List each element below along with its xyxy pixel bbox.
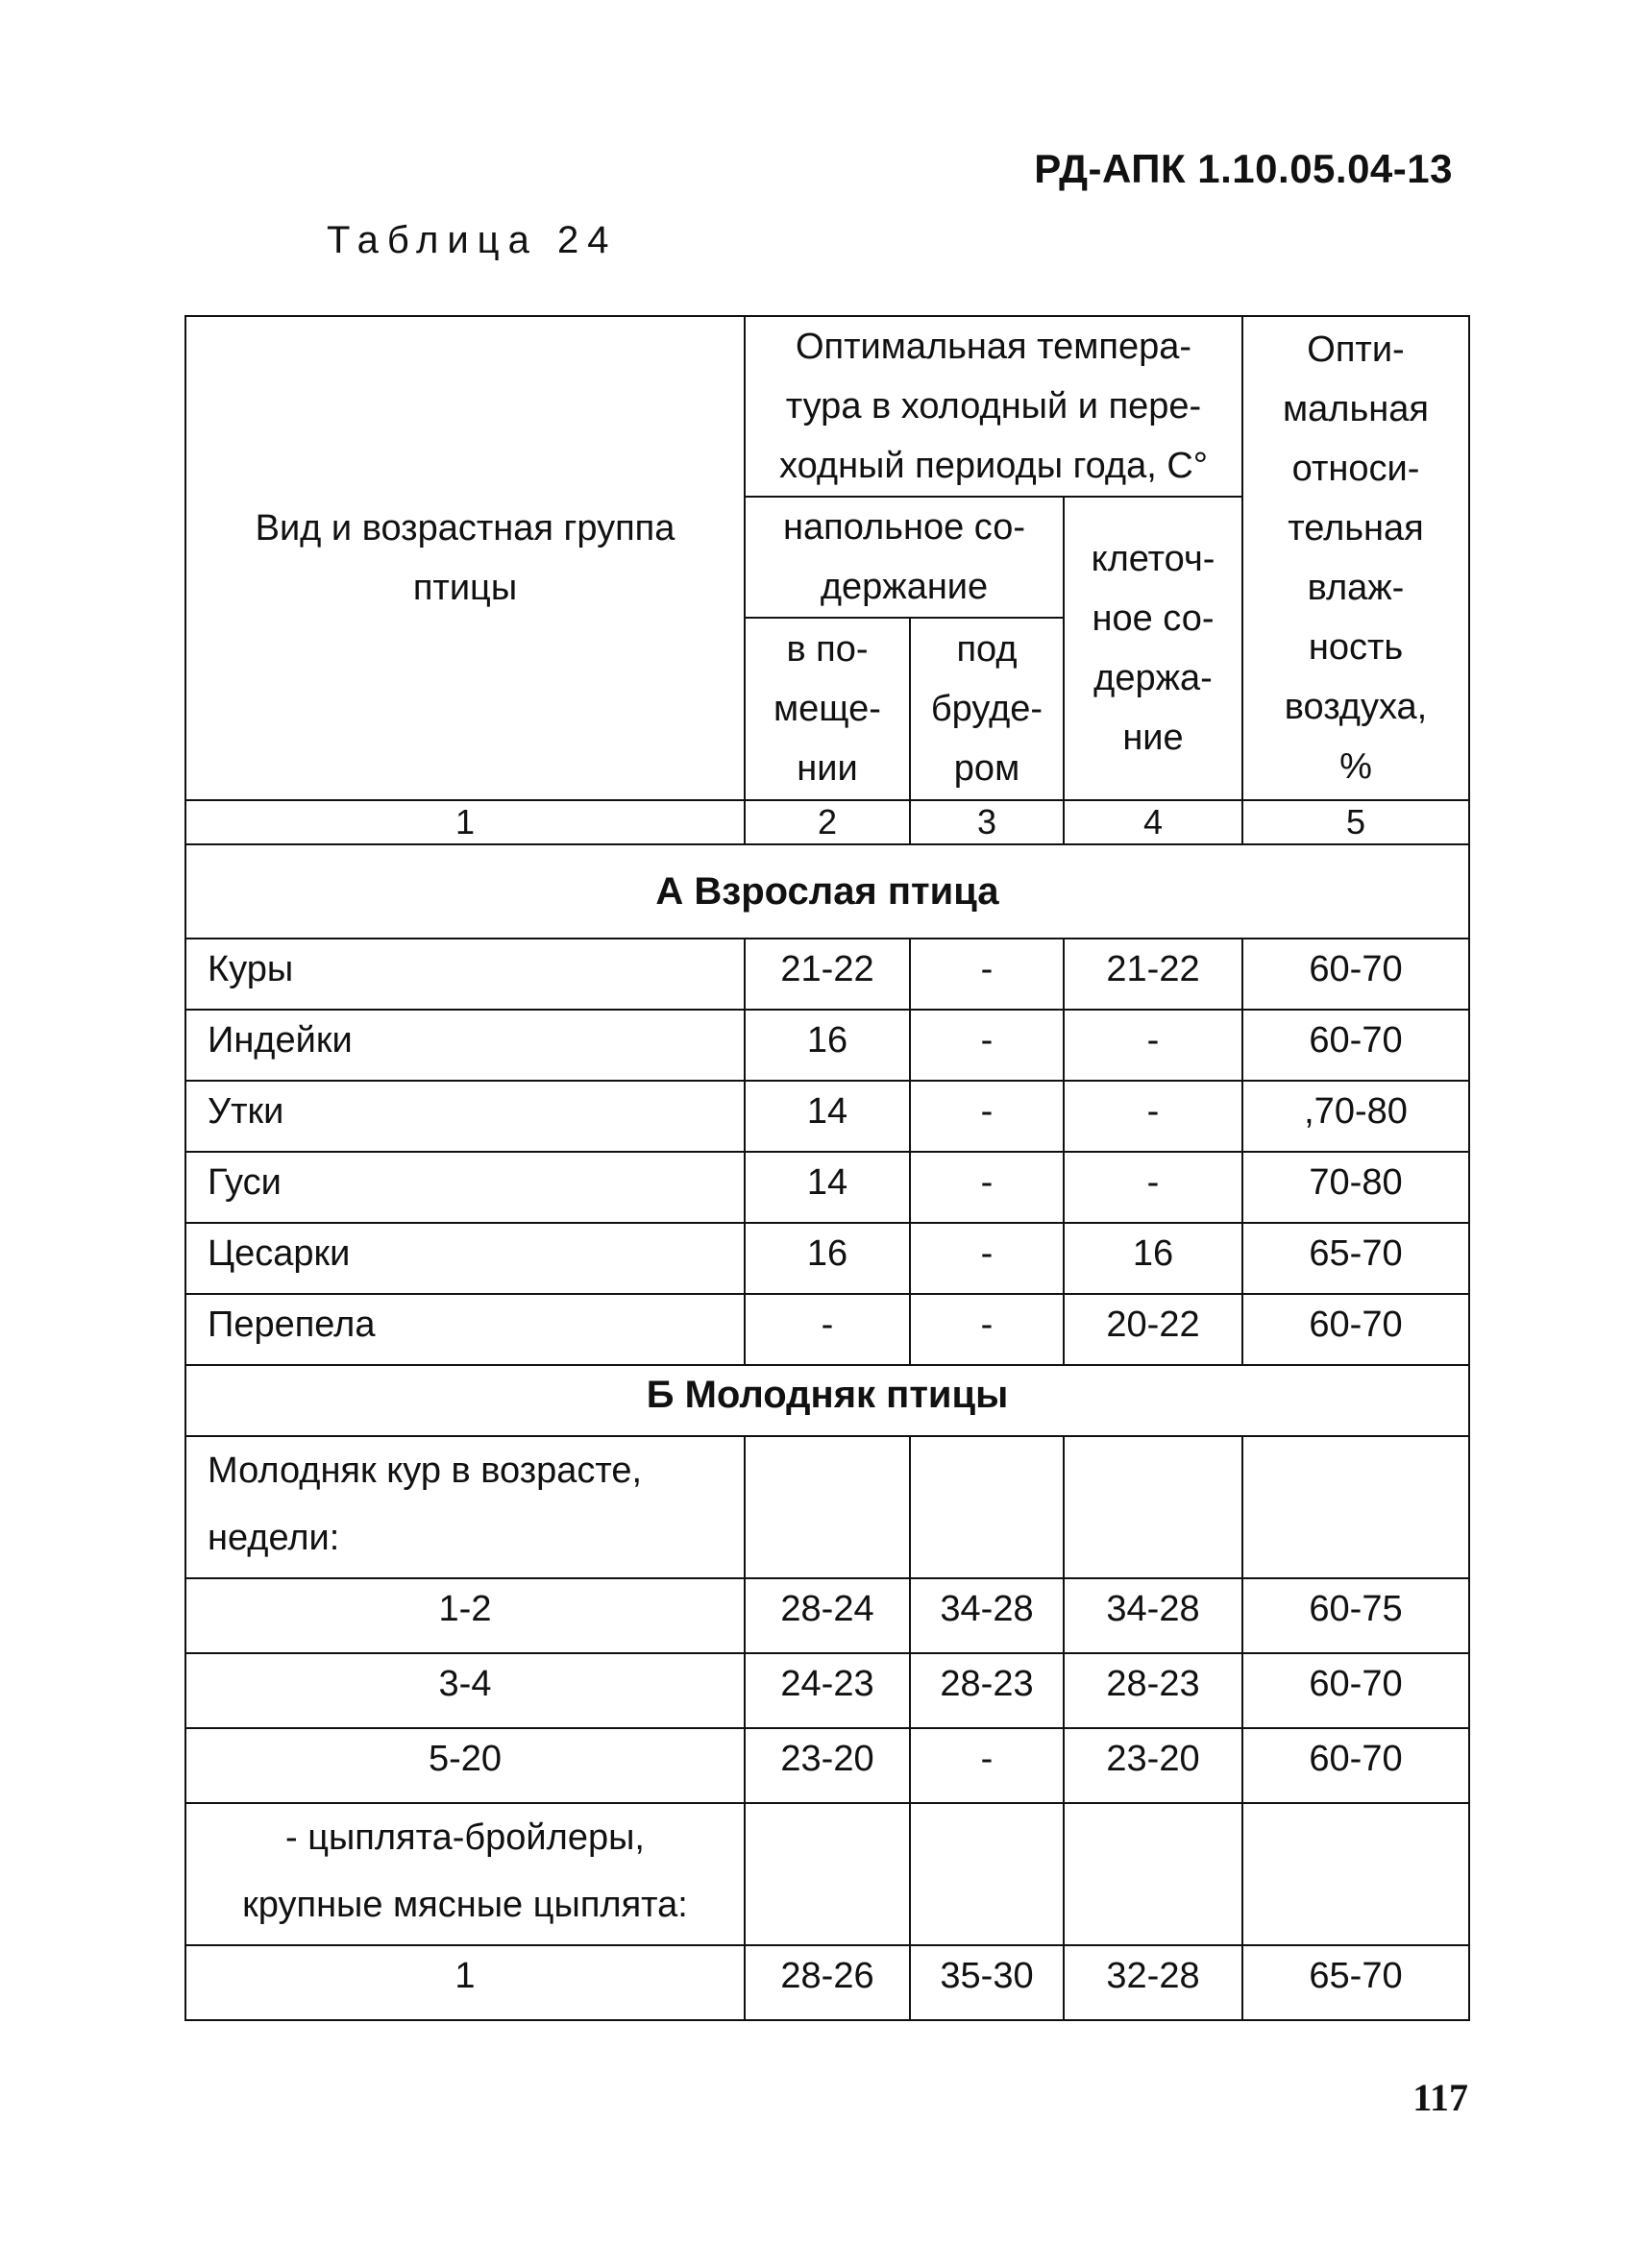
cell-humidity: 60-70 <box>1242 1294 1469 1365</box>
table-row <box>185 1578 1469 1653</box>
column-number: 4 <box>1064 800 1242 844</box>
cell-brooder: - <box>910 1223 1064 1294</box>
section-title-young: Б Молодняк птицы <box>185 1365 1469 1436</box>
cell-humidity: 60-70 <box>1242 1728 1469 1803</box>
row-label: 5-20 <box>185 1728 745 1803</box>
cell-cage: 34-28 <box>1064 1578 1242 1653</box>
cell-cage: 16 <box>1064 1223 1242 1294</box>
cell-empty <box>1242 1436 1469 1578</box>
cell-humidity: 60-75 <box>1242 1578 1469 1653</box>
table-row <box>185 939 1469 1010</box>
cell-room: 14 <box>745 1081 910 1152</box>
cell-room: 16 <box>745 1010 910 1081</box>
cell-brooder: - <box>910 1081 1064 1152</box>
cell-empty <box>1242 1803 1469 1945</box>
cell-empty <box>745 1436 910 1578</box>
cell-humidity: 60-70 <box>1242 939 1469 1010</box>
table-row <box>185 1152 1469 1223</box>
column-number: 5 <box>1242 800 1469 844</box>
cell-cage: 32-28 <box>1064 1945 1242 2020</box>
table-row-subheading <box>185 1436 1469 1578</box>
cell-empty <box>910 1436 1064 1578</box>
cell-cage: 20-22 <box>1064 1294 1242 1365</box>
cell-cage: 21-22 <box>1064 939 1242 1010</box>
cell-humidity: 70-80 <box>1242 1152 1469 1223</box>
cell-brooder: 28-23 <box>910 1653 1064 1728</box>
cell-brooder: 35-30 <box>910 1945 1064 2020</box>
table-caption: Таблица 24 <box>327 219 618 261</box>
section-title-adult: А Взрослая птица <box>185 844 1469 939</box>
cell-cage: - <box>1064 1081 1242 1152</box>
cell-empty <box>1064 1803 1242 1945</box>
column-number: 2 <box>745 800 910 844</box>
table-row <box>185 1294 1469 1365</box>
cell-room: 28-24 <box>745 1578 910 1653</box>
cell-cage: 28-23 <box>1064 1653 1242 1728</box>
cell-humidity: 60-70 <box>1242 1653 1469 1728</box>
table-row <box>185 1653 1469 1728</box>
cell-brooder: - <box>910 939 1064 1010</box>
cell-humidity: 65-70 <box>1242 1945 1469 2020</box>
row-label: 1-2 <box>185 1578 745 1653</box>
row-label: 3-4 <box>185 1653 745 1728</box>
row-label: Гуси <box>185 1152 745 1223</box>
cell-room: 23-20 <box>745 1728 910 1803</box>
cell-room: 28-26 <box>745 1945 910 2020</box>
column-number-row <box>185 800 1469 844</box>
cell-room: 16 <box>745 1223 910 1294</box>
cell-humidity: ,70-80 <box>1242 1081 1469 1152</box>
row-label: Индейки <box>185 1010 745 1081</box>
cell-cage: - <box>1064 1010 1242 1081</box>
row-subheading: Молодняк кур в возрасте, недели: <box>185 1436 745 1578</box>
row-label: Куры <box>185 939 745 1010</box>
page-number: 117 <box>1412 2076 1468 2119</box>
cell-room: 24-23 <box>745 1653 910 1728</box>
row-label: Цесарки <box>185 1223 745 1294</box>
header-species-age: Вид и возрастная группа птицы <box>185 316 745 800</box>
cell-brooder: - <box>910 1728 1064 1803</box>
header-in-room: в по- меще- нии <box>745 618 910 800</box>
table-row <box>185 1945 1469 2020</box>
row-label: Перепела <box>185 1294 745 1365</box>
header-temperature: Оптимальная темпера- тура в холодный и пере- ходный периоды года, С° <box>745 316 1242 497</box>
table-row <box>185 1010 1469 1081</box>
row-label: Утки <box>185 1081 745 1152</box>
cell-cage: - <box>1064 1152 1242 1223</box>
header-under-brooder: под бруде- ром <box>910 618 1064 800</box>
climate-table <box>184 315 1470 2021</box>
row-subheading: - цыплята-бройлеры, крупные мясные цыплята: <box>185 1803 745 1945</box>
cell-brooder: 34-28 <box>910 1578 1064 1653</box>
cell-cage: 23-20 <box>1064 1728 1242 1803</box>
table-row-subheading <box>185 1803 1469 1945</box>
cell-humidity: 60-70 <box>1242 1010 1469 1081</box>
cell-room: 14 <box>745 1152 910 1223</box>
cell-brooder: - <box>910 1010 1064 1081</box>
cell-brooder: - <box>910 1152 1064 1223</box>
cell-empty <box>745 1803 910 1945</box>
cell-room: - <box>745 1294 910 1365</box>
cell-empty <box>1064 1436 1242 1578</box>
column-number: 1 <box>185 800 745 844</box>
header-floor-housing: напольное со- держание <box>745 497 1064 618</box>
cell-empty <box>910 1803 1064 1945</box>
cell-room: 21-22 <box>745 939 910 1010</box>
header-humidity: Опти- мальная относи- тельная влаж- ность воздуха, % <box>1242 316 1469 800</box>
cell-humidity: 65-70 <box>1242 1223 1469 1294</box>
document-code: РД-АПК 1.10.05.04-13 <box>1034 146 1453 191</box>
table-row <box>185 1728 1469 1803</box>
header-cage-housing: клеточ- ное со- держа- ние <box>1064 497 1242 800</box>
table-row <box>185 1223 1469 1294</box>
column-number: 3 <box>910 800 1064 844</box>
table-row <box>185 1081 1469 1152</box>
cell-brooder: - <box>910 1294 1064 1365</box>
row-label: 1 <box>185 1945 745 2020</box>
